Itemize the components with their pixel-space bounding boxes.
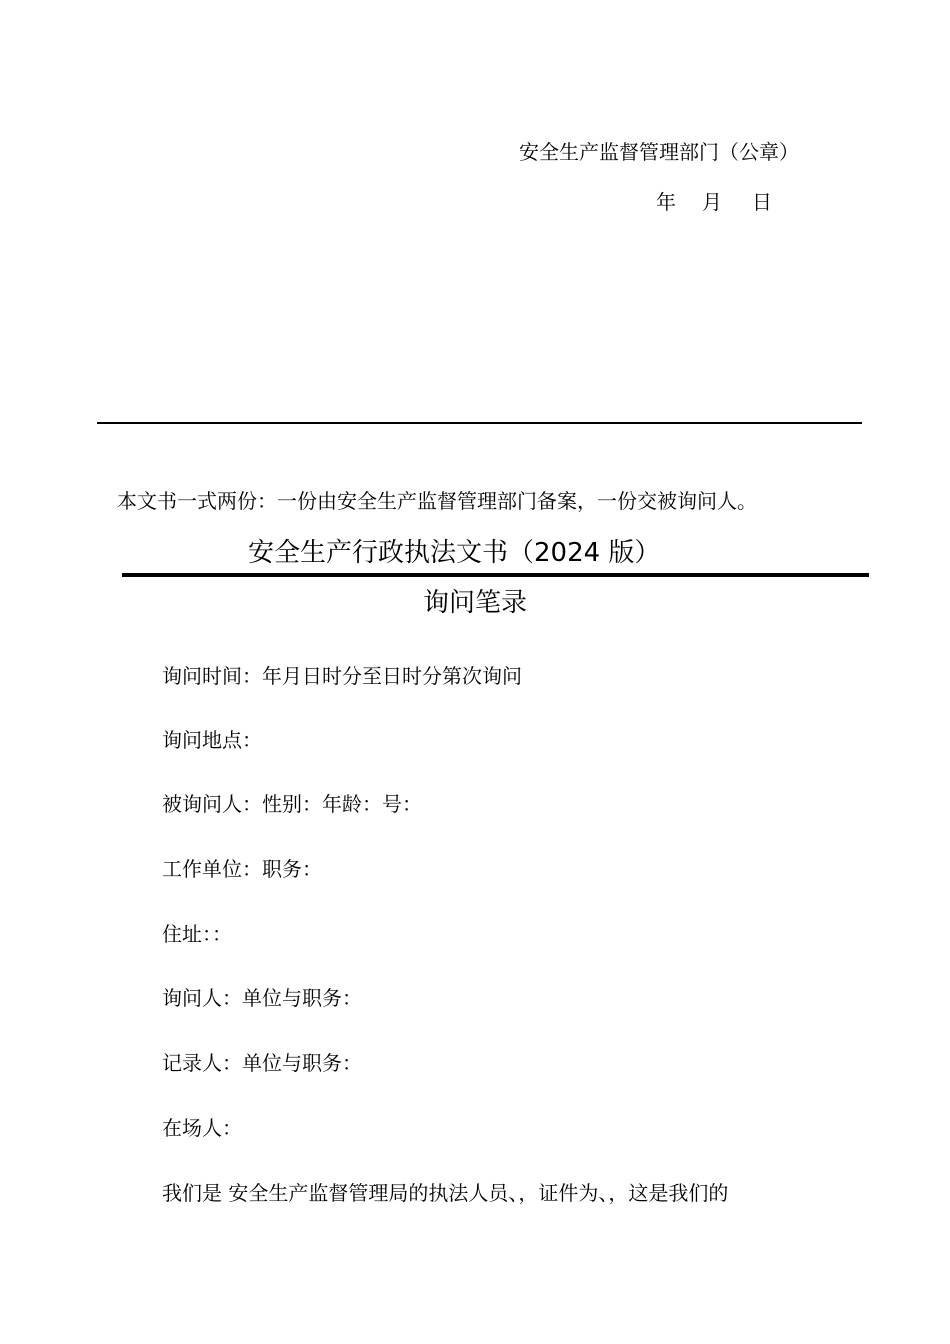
statement-line: 我们是 安全生产监督管理局的执法人员、，证件为、，这是我们的 xyxy=(162,1181,729,1205)
copies-note: 本文书一式两份：一份由安全生产监督管理部门备案，一份交被询问人。 xyxy=(117,489,757,513)
field-recorder: 记录人：单位与职务： xyxy=(162,1051,362,1075)
field-inquiry-time: 询问时间：年月日时分至日时分第次询问 xyxy=(162,664,522,688)
seal-line: 安全生产监督管理部门（公章） xyxy=(519,140,799,164)
document-series: 安全生产行政执法文书（2024 版） xyxy=(248,538,661,568)
header-rule xyxy=(122,573,869,577)
divider-line xyxy=(97,422,862,424)
field-address: 住址：： xyxy=(162,922,232,946)
field-workplace: 工作单位：职务： xyxy=(162,857,322,881)
field-inquirer: 询问人：单位与职务： xyxy=(162,986,362,1010)
page-title: 询问笔录 xyxy=(422,588,527,618)
date-month: 月 xyxy=(702,190,722,214)
date-line xyxy=(656,186,772,215)
field-interviewee: 被询问人：性别：年龄：号： xyxy=(162,792,422,816)
date-day: 日 xyxy=(752,190,772,214)
field-inquiry-location: 询问地点： xyxy=(162,728,262,752)
date-year: 年 xyxy=(656,190,676,214)
field-present: 在场人： xyxy=(162,1116,242,1140)
